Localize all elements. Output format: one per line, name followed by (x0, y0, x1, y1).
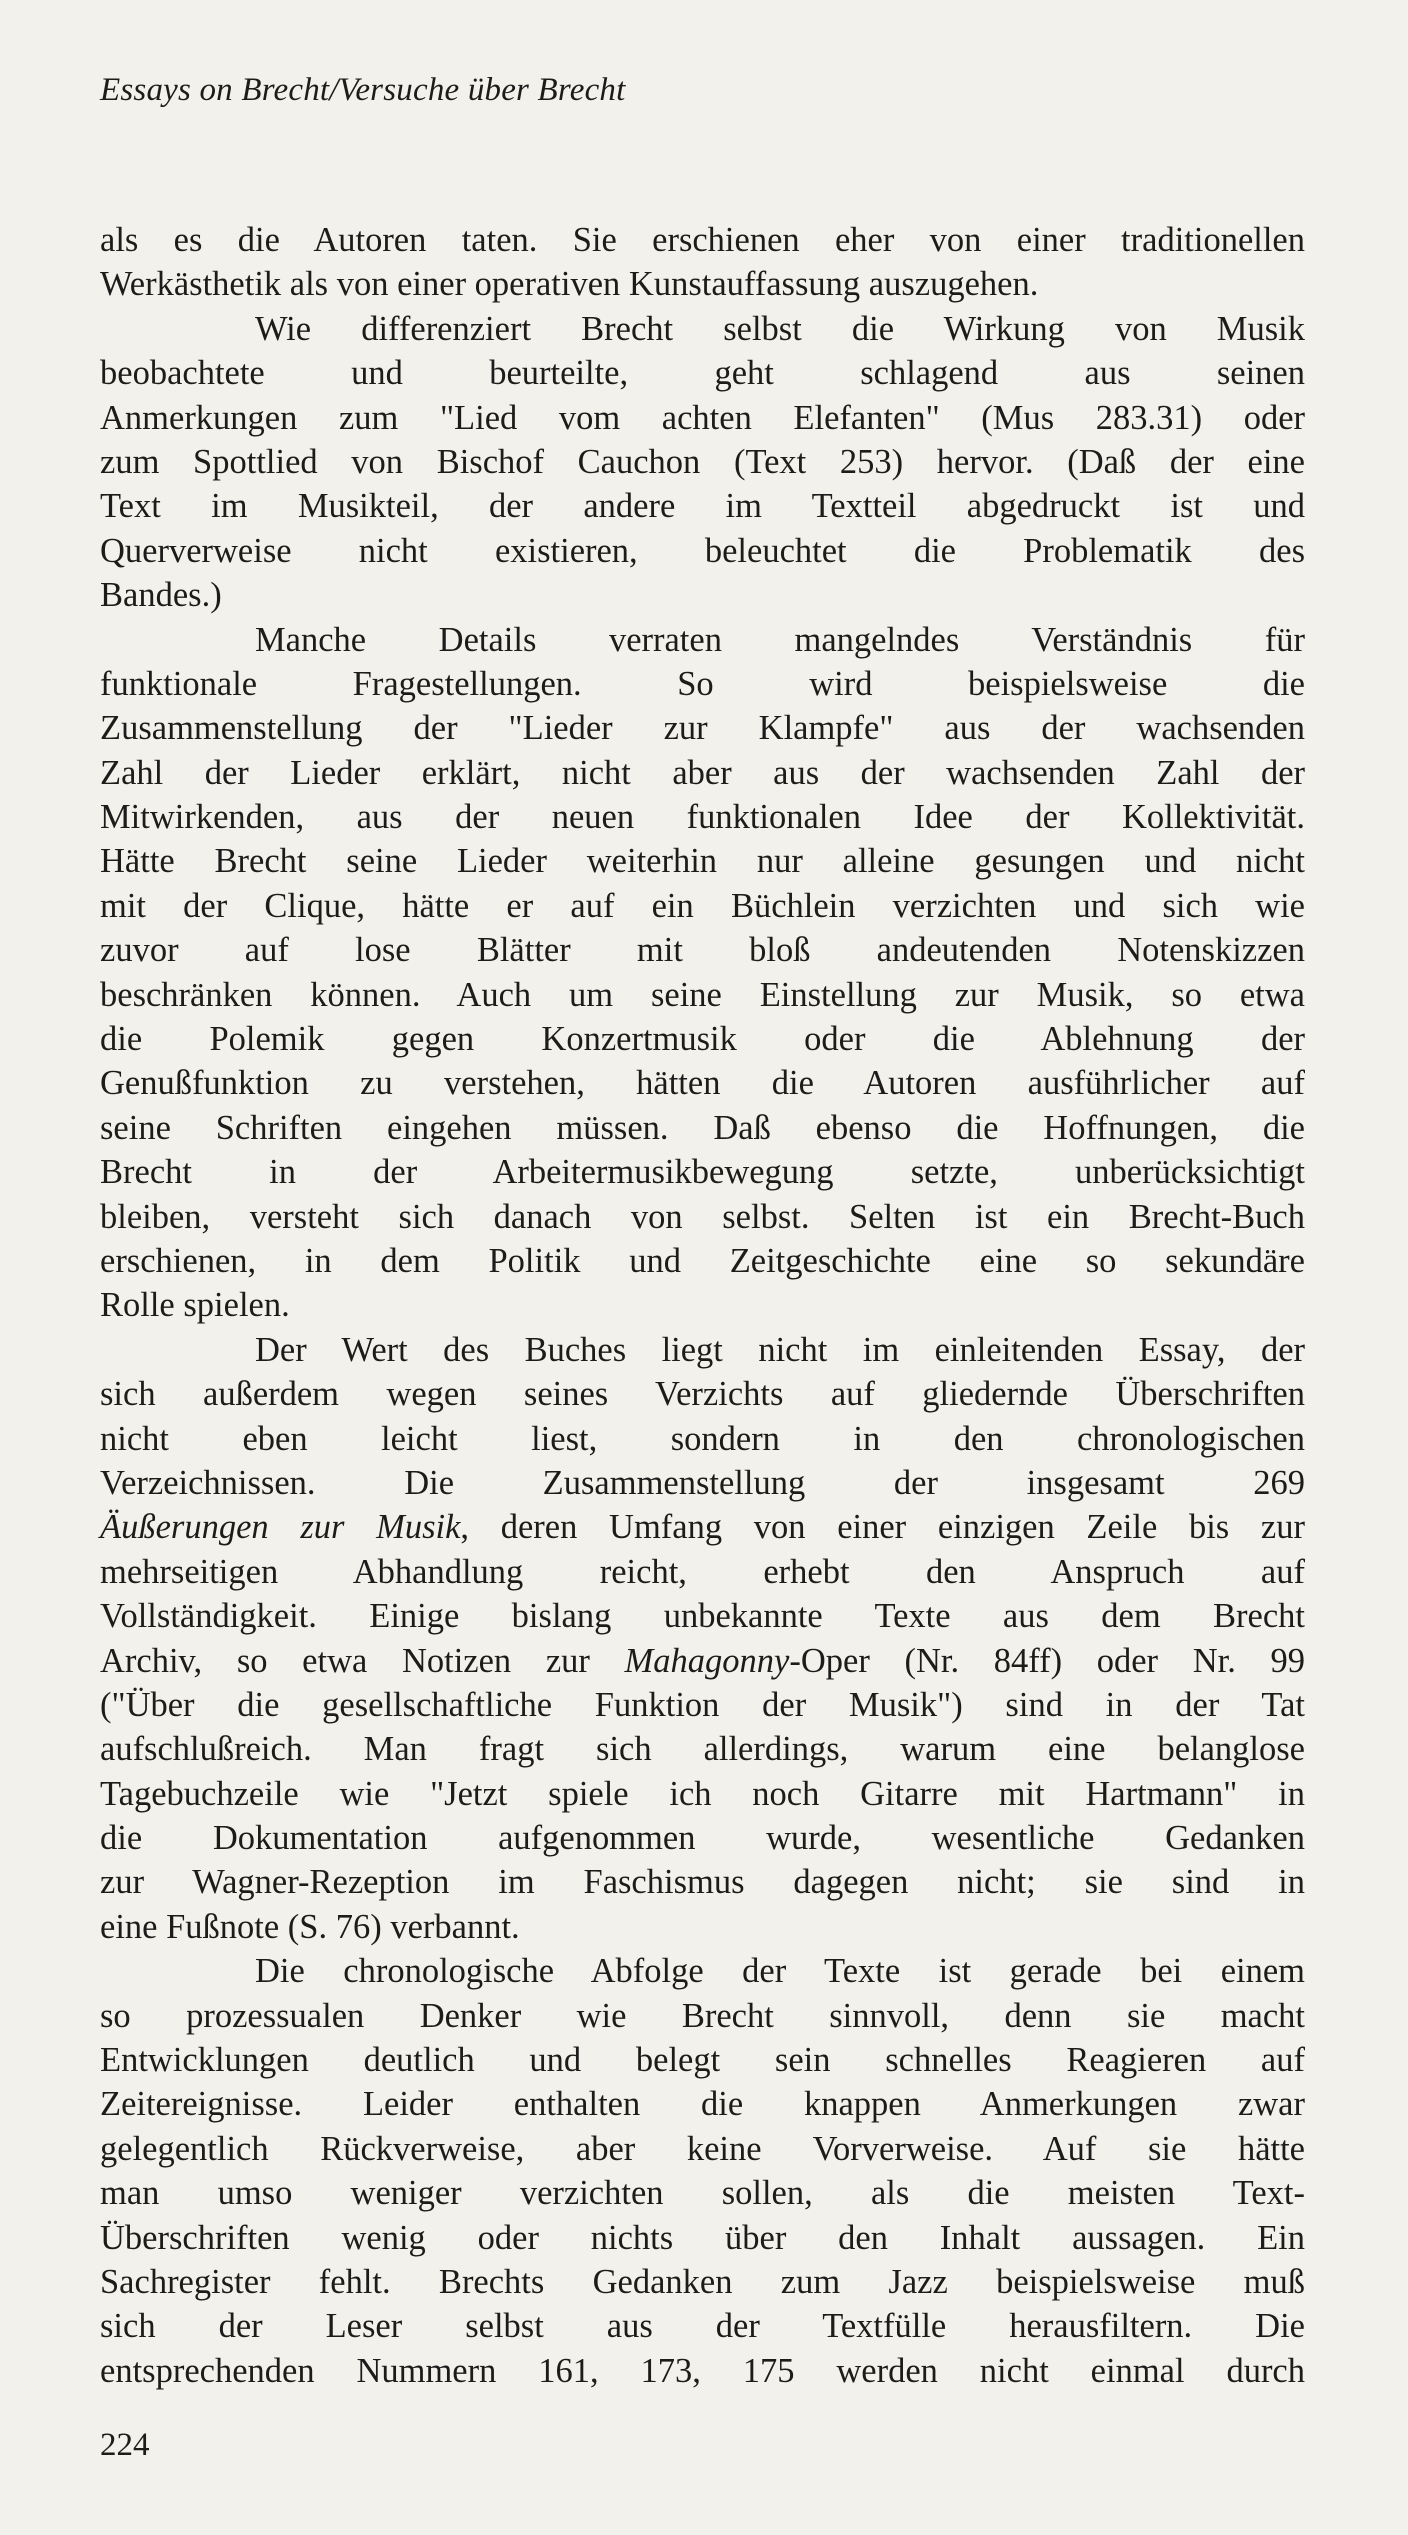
text-line (100, 1328, 1305, 1372)
text-segment: Text im Musikteil, der andere im Textteil abgedruckt ist und (100, 487, 1305, 526)
text-segment: -Oper (Nr. 84ff) oder Nr. 99 (789, 1641, 1305, 1680)
text-line (100, 1594, 1305, 1638)
text-segment: Zusammenstellung der "Lieder zur Klampfe" aus der wachsenden (100, 709, 1305, 748)
text-line (100, 2082, 1305, 2126)
running-head: Essays on Brecht/Versuche über Brecht (100, 72, 626, 108)
text-line (100, 484, 1305, 528)
text-line (100, 307, 1305, 351)
text-segment: Hätte Brecht seine Lieder weiterhin nur alleine gesungen und nicht (100, 842, 1305, 881)
text-segment: aufschlußreich. Man fragt sich allerdings, warum eine belanglose (100, 1730, 1305, 1769)
text-line (100, 1150, 1305, 1194)
text-line (100, 884, 1305, 928)
text-line (100, 1372, 1305, 1416)
text-line (100, 440, 1305, 484)
text-segment: sich außerdem wegen seines Verzichts auf gliedernde Überschriften (100, 1375, 1305, 1414)
text-line (100, 351, 1305, 395)
text-line (100, 218, 1305, 262)
text-segment: zuvor auf lose Blätter mit bloß andeutenden Notenskizzen (100, 931, 1305, 970)
text-line (100, 795, 1305, 839)
text-segment: , deren Umfang von einer einzigen Zeile bis zur (460, 1508, 1305, 1547)
text-segment: als es die Autoren taten. Sie erschienen eher von einer traditionellen (100, 221, 1305, 259)
text-segment: Genußfunktion zu verstehen, hätten die Autoren ausführlicher auf (100, 1064, 1305, 1103)
text-line (100, 1860, 1305, 1904)
text-segment: Rolle spielen. (100, 1286, 290, 1325)
text-segment: Der Wert des Buches liegt nicht im einleitenden Essay, der (255, 1330, 1305, 1369)
text-line (100, 573, 1305, 617)
text-segment: so prozessualen Denker wie Brecht sinnvoll, denn sie macht (100, 1996, 1305, 2035)
text-line (100, 1639, 1305, 1683)
text-segment: Überschriften wenig oder nichts über den Inhalt aussagen. Ein (100, 2218, 1305, 2257)
body-text (100, 218, 1305, 2393)
text-line (100, 1949, 1305, 1993)
text-segment: zum Spottlied von Bischof Cauchon (Text 253) hervor. (Daß der eine (100, 442, 1305, 481)
text-line (100, 262, 1305, 306)
text-segment: Mitwirkenden, aus der neuen funktionalen Idee der Kollektivität. (100, 798, 1305, 837)
text-line (100, 2304, 1305, 2348)
text-segment: Archiv, so etwa Notizen zur (100, 1641, 625, 1680)
text-segment: die Polemik gegen Konzertmusik oder die Ablehnung der (100, 1020, 1305, 1059)
text-line (100, 1772, 1305, 1816)
italic-title: Äußerungen zur Musik (100, 1508, 461, 1547)
text-segment: funktionale Fragestellungen. So wird beispielsweise die (100, 664, 1305, 703)
text-segment: Die chronologische Abfolge der Texte ist gerade bei einem (255, 1952, 1305, 1991)
text-segment: Manche Details verraten mangelndes Verständnis für (255, 620, 1305, 659)
text-segment: entsprechenden Nummern 161, 173, 175 werden nicht einmal durch (100, 2351, 1305, 2390)
text-line (100, 928, 1305, 972)
text-line (100, 662, 1305, 706)
text-line (100, 1905, 1305, 1949)
text-line (100, 1727, 1305, 1771)
text-line (100, 1106, 1305, 1150)
text-segment: Brecht in der Arbeitermusikbewegung setzte, unberücksichtigt (100, 1153, 1305, 1192)
text-segment: beobachtete und beurteilte, geht schlagend aus seinen (100, 354, 1305, 393)
text-segment: Wie differenziert Brecht selbst die Wirkung von Musik (255, 309, 1305, 348)
page-number: 224 (100, 2427, 150, 2463)
text-line (100, 1461, 1305, 1505)
text-line (100, 1283, 1305, 1327)
text-segment: mit der Clique, hätte er auf ein Büchlein verzichten und sich wie (100, 886, 1305, 925)
text-line (100, 1061, 1305, 1105)
text-line (100, 2349, 1305, 2393)
text-segment: Verzeichnissen. Die Zusammenstellung der insgesamt 269 (100, 1463, 1305, 1502)
text-line (100, 396, 1305, 440)
text-line (100, 751, 1305, 795)
text-line (100, 2216, 1305, 2260)
text-segment: seine Schriften eingehen müssen. Daß ebenso die Hoffnungen, die (100, 1108, 1305, 1147)
italic-title: Mahagonny (624, 1641, 790, 1680)
text-segment: nicht eben leicht liest, sondern in den chronologischen (100, 1419, 1305, 1458)
text-segment: Bandes.) (100, 576, 222, 615)
text-segment: beschränken können. Auch um seine Einstellung zur Musik, so etwa (100, 975, 1305, 1014)
text-segment: Sachregister fehlt. Brechts Gedanken zum Jazz beispielsweise muß (100, 2262, 1305, 2301)
text-line (100, 2260, 1305, 2304)
text-line (100, 1505, 1305, 1549)
text-segment: bleiben, versteht sich danach von selbst. Selten ist ein Brecht-Buch (100, 1197, 1305, 1236)
text-line (100, 1994, 1305, 2038)
text-segment: Tagebuchzeile wie "Jetzt spiele ich noch Gitarre mit Hartmann" in (100, 1774, 1305, 1813)
text-line (100, 1683, 1305, 1727)
text-line (100, 2038, 1305, 2082)
text-segment: Zahl der Lieder erklärt, nicht aber aus der wachsenden Zahl der (100, 753, 1305, 792)
text-line (100, 839, 1305, 883)
text-segment: Zeitereignisse. Leider enthalten die knappen Anmerkungen zwar (100, 2085, 1305, 2124)
text-segment: Werkästhetik als von einer operativen Kunstauffassung auszugehen. (100, 265, 1039, 304)
text-segment: erschienen, in dem Politik und Zeitgeschichte eine so sekundäre (100, 1241, 1305, 1280)
text-line (100, 1017, 1305, 1061)
text-segment: zur Wagner-Rezeption im Faschismus dagegen nicht; sie sind in (100, 1863, 1305, 1902)
text-line (100, 529, 1305, 573)
text-line (100, 1550, 1305, 1594)
text-segment: sich der Leser selbst aus der Textfülle herausfiltern. Die (100, 2307, 1305, 2346)
text-segment: Vollständigkeit. Einige bislang unbekannte Texte aus dem Brecht (100, 1597, 1305, 1636)
text-segment: Entwicklungen deutlich und belegt sein schnelles Reagieren auf (100, 2041, 1305, 2080)
text-line (100, 1816, 1305, 1860)
text-segment: man umso weniger verzichten sollen, als die meisten Text- (100, 2174, 1305, 2213)
text-line (100, 618, 1305, 662)
text-line (100, 1239, 1305, 1283)
text-segment: eine Fußnote (S. 76) verbannt. (100, 1907, 520, 1946)
text-line (100, 706, 1305, 750)
text-segment: Anmerkungen zum "Lied vom achten Elefanten" (Mus 283.31) oder (100, 398, 1305, 437)
text-line (100, 973, 1305, 1017)
text-segment: Querverweise nicht existieren, beleuchtet die Problematik des (100, 531, 1305, 570)
text-segment: gelegentlich Rückverweise, aber keine Vorverweise. Auf sie hätte (100, 2129, 1305, 2168)
text-line (100, 1417, 1305, 1461)
text-line (100, 1195, 1305, 1239)
text-line (100, 2171, 1305, 2215)
text-segment: ("Über die gesellschaftliche Funktion der Musik") sind in der Tat (100, 1685, 1305, 1724)
text-segment: die Dokumentation aufgenommen wurde, wesentliche Gedanken (100, 1819, 1305, 1858)
text-line (100, 2127, 1305, 2171)
text-segment: mehrseitigen Abhandlung reicht, erhebt den Anspruch auf (100, 1552, 1305, 1591)
